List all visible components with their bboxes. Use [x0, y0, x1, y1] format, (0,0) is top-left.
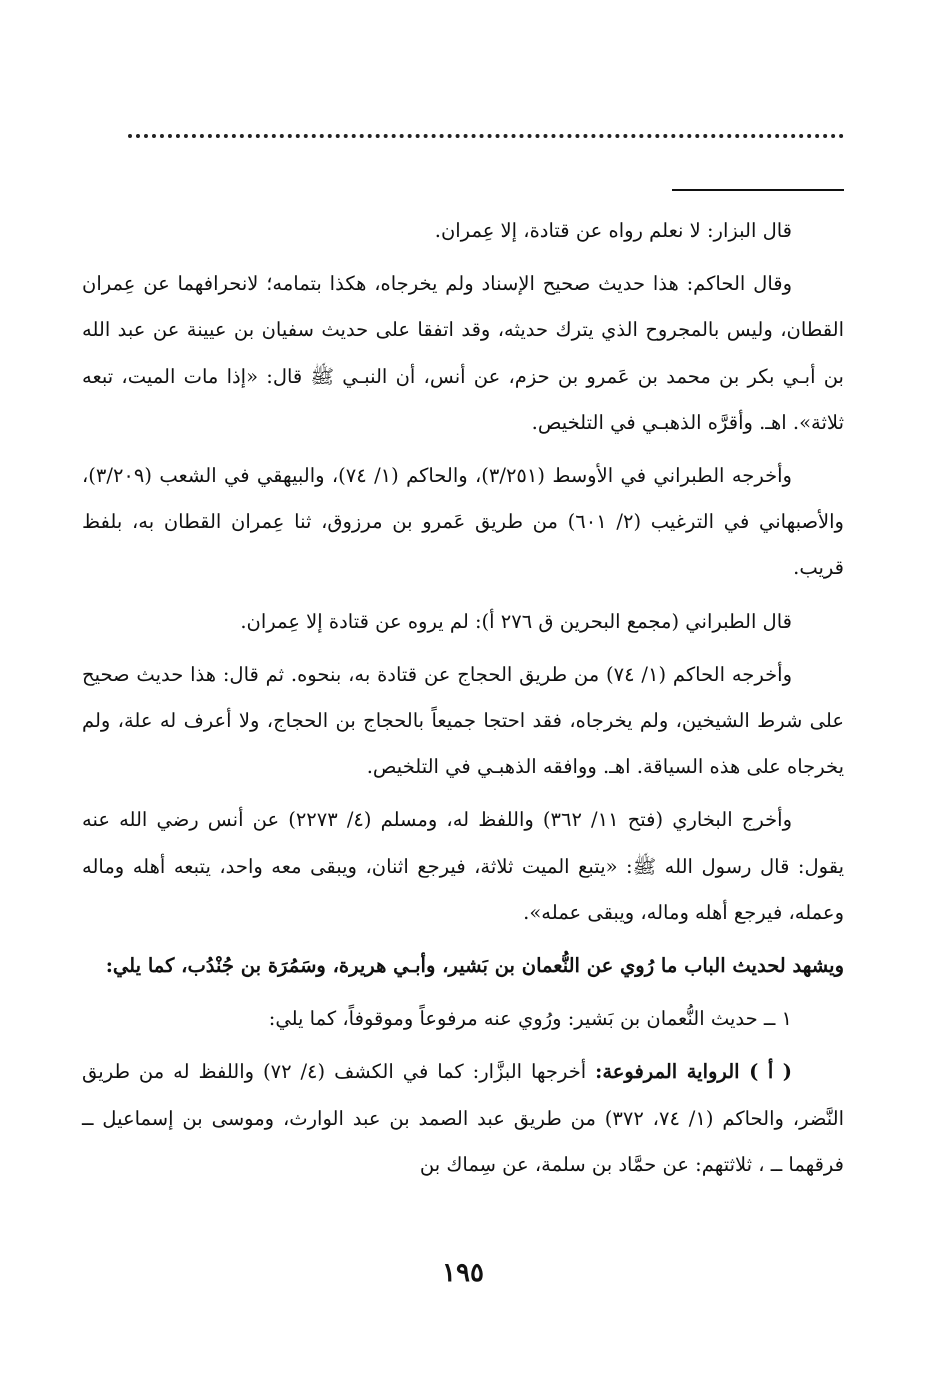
paragraph-8-numan-hadith: ١ ــ حديث النُّعمان بن بَشير: ورُوي عنه مرفوعاً وموقوفاً، كما يلي:: [268, 1007, 792, 1031]
paragraph-9-marfu-narration: [82, 1049, 844, 1188]
header-short-rule: [672, 189, 844, 191]
paragraph-9-text: أخرجها البزَّار: كما في الكشف (٤/ ٧٢) واللفظ له من طريق النَّضر، والحاكم (١/ ٧٤، ٣٧٢) من طريق عبد الصمد بن عبد الوارث، وموسى بن إسماعيل ــ فرقهما ــ ، ثلاثتهم: عن حمَّاد بن سلمة، عن سِماك بن: [82, 1060, 844, 1176]
paragraph-9-lead: ( أ ) الرواية المرفوعة:: [595, 1060, 792, 1084]
header-dotted-rule: [128, 134, 844, 138]
paragraph-6: وأخرج البخاري (فتح ١١/ ٣٦٢) واللفظ له، ومسلم (٤/ ٢٢٧٣) عن أنس رضي الله عنه يقول: قال رسول الله ﷺ: «يتبع الميت ثلاثة، فيرجع اثنان، ويبقى معه واحد، يتبعه أهله وماله وعمله، فيرجع أهله وماله، ويبقى عمله».: [82, 808, 844, 924]
paragraph-3: وأخرجه الطبراني في الأوسط (٣/٢٥١)، والحاكم (١/ ٧٤)، والبيهقي في الشعب (٣/٢٠٩)، والأصبهاني في الترغيب (٢/ ٦٠١) من طريق عَمرو بن مرزوق، ثنا عِمران القطان به، بلفظ قريب.: [82, 464, 844, 580]
paragraph-4: قال الطبراني (مجمع البحرين ق ٢٧٦ أ): لم يروه عن قتادة إلا عِمران.: [240, 609, 792, 633]
page-number: ١٩٥: [442, 1258, 484, 1288]
paragraph-5: وأخرجه الحاكم (١/ ٧٤) من طريق الحجاج عن قتادة به، بنحوه. ثم قال: هذا حديث صحيح على شرط الشيخين، ولم يخرجاه، فقد احتجا جميعاً بالحجاج بن الحجاج، ولا أعرف له علة، ولم يخرجاه على هذه السياقة. اهـ. ووافقه الذهبـي في التلخيص.: [82, 662, 844, 779]
paragraph-7-witnesses: ويشهد لحديث الباب ما رُوي عن النُّعمان بن بَشير، وأبـي هريرة، وسَمُرَة بن جُنْدُب، كما يلي:: [105, 954, 844, 978]
paragraph-2: وقال الحاكم: هذا حديث صحيح الإسناد ولم يخرجاه، هكذا بتمامه؛ لانحرافهما عن عِمران القطان، وليس بالمجروح الذي يترك حديثه، وقد اتفقا على حديث سفيان بن عيينة عن عبد الله بن أبـي بكر بن محمد بن عَمرو بن حزم، عن أنس، أن النبـي ﷺ قال: «إذا مات الميت، تبعه ثلاثة». اهـ. وأقرَّه الذهبـي في التلخيص.: [82, 272, 844, 434]
paragraph-1: قال البزار: لا نعلم رواه عن قتادة، إلا عِمران.: [434, 219, 792, 242]
page-body: [82, 208, 844, 1195]
